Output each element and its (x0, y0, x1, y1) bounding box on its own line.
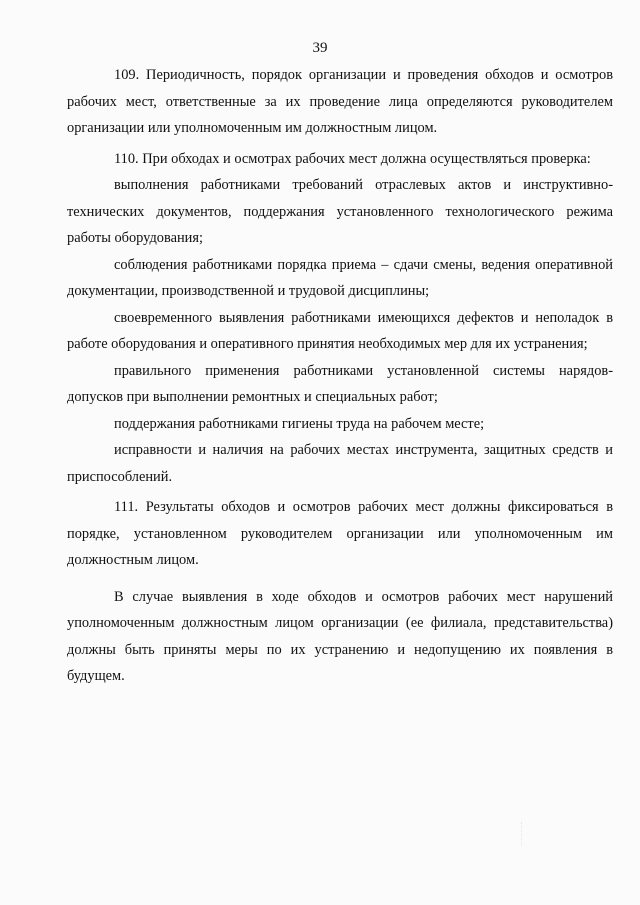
check-item-requirements: выполнения работниками требований отраслевых актов и инструктивно-технических документов, поддержания установленного технологического режима работы оборудования; (67, 177, 613, 246)
scan-artifact (521, 822, 524, 846)
check-item-defects: своевременного выявления работниками имеющихся дефектов и неполадок в работе оборудования и оперативного принятия необходимых мер для их устранения; (67, 309, 613, 352)
page-number: 39 (312, 40, 328, 56)
document-body (67, 62, 613, 690)
check-item-tools: исправности и наличия на рабочих местах инструмента, защитных средств и приспособлений. (67, 442, 613, 485)
paragraph-109: 109. Периодичность, порядок организации и проведения обходов и осмотров рабочих мест, ответственные за их проведение лица определяются руководителем организации или уполномоченным им должностным лицом. (67, 67, 613, 136)
check-item-work-permits: правильного применения работниками установленной системы нарядов-допусков при выполнении ремонтных и специальных работ; (67, 362, 613, 405)
paragraph-111: 111. Результаты обходов и осмотров рабочих мест должны фиксироваться в порядке, установленном руководителем организации или уполномоченным им должностным лицом. (67, 499, 613, 568)
check-item-hygiene: поддержания работниками гигиены труда на рабочем месте; (114, 415, 485, 432)
check-item-shift-handover: соблюдения работниками порядка приема – сдачи смены, ведения оперативной документации, производственной и трудовой дисциплины; (67, 256, 613, 299)
paragraph-110: 110. При обходах и осмотрах рабочих мест должна осуществляться проверка: (114, 150, 591, 167)
paragraph-violations: В случае выявления в ходе обходов и осмотров рабочих мест нарушений уполномоченным должностным лицом организации (ее филиала, представительства) должны быть приняты меры по их устранению и недопущению их появления в будущем. (67, 588, 613, 684)
